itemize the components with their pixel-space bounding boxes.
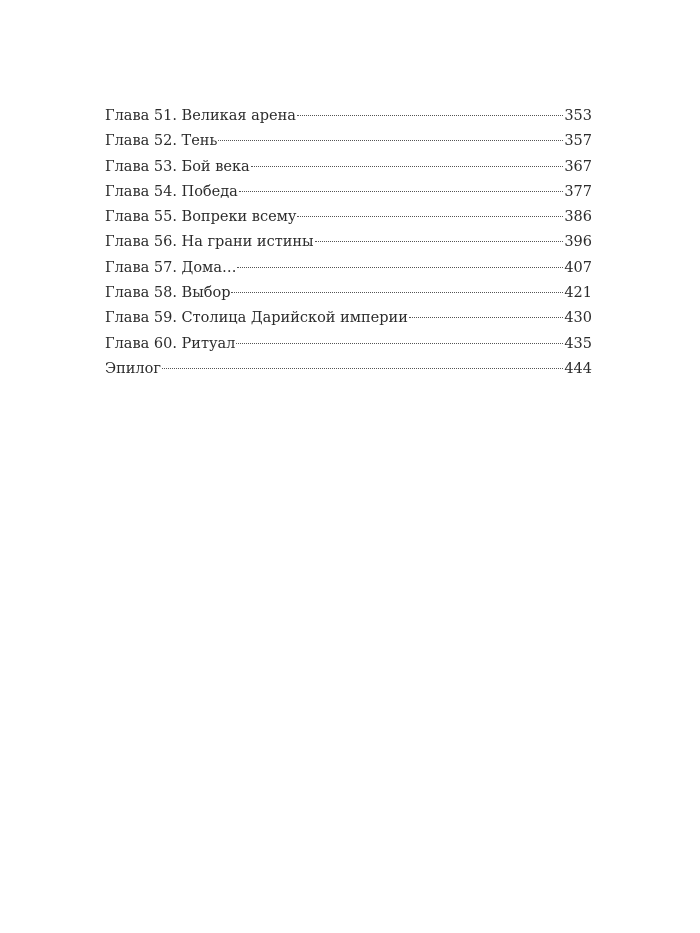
dot-leader (251, 166, 564, 167)
toc-entry-chapter-51 (105, 104, 592, 129)
toc-entry-title: Глава 58. Выбор (105, 285, 231, 302)
toc-entry-page: 396 (564, 234, 592, 251)
toc-entry-title: Глава 56. На грани истины (105, 234, 314, 251)
toc-entry-title: Глава 57. Дома… (105, 259, 237, 276)
dot-leader (237, 267, 563, 268)
toc-entry-title: Глава 60. Ритуал (105, 335, 236, 352)
toc-entry-title: Глава 51. Великая арена (105, 108, 296, 124)
dot-leader (409, 317, 563, 318)
toc-entry-title: Эпилог (105, 360, 161, 377)
toc-entry-chapter-60 (105, 332, 592, 357)
toc-entry-title: Глава 59. Столица Дарийской империи (105, 310, 408, 327)
toc-entry-chapter-53 (105, 155, 592, 180)
dot-leader (239, 191, 564, 192)
toc-entry-chapter-58 (105, 281, 592, 306)
toc-entry-page: 444 (564, 360, 592, 377)
toc-entry-page: 377 (564, 183, 592, 200)
toc-entry-title: Глава 54. Победа (105, 183, 238, 200)
toc-entry-page: 357 (564, 133, 592, 150)
toc-entry-page: 407 (564, 259, 592, 276)
toc-entry-chapter-56 (105, 230, 592, 255)
dot-leader (315, 241, 564, 242)
dot-leader (231, 292, 563, 293)
dot-leader (297, 216, 563, 217)
toc-entry-page: 353 (564, 108, 592, 124)
toc-entry-chapter-52 (105, 129, 592, 154)
toc-entry-page: 386 (564, 209, 592, 226)
toc-entry-chapter-57 (105, 256, 592, 281)
toc-entry-title: Глава 52. Тень (105, 133, 218, 150)
toc-entry-chapter-59 (105, 306, 592, 331)
toc-entry-title: Глава 55. Вопреки всему (105, 209, 297, 226)
dot-leader (162, 368, 563, 369)
dot-leader (297, 115, 563, 116)
toc-entry-page: 421 (564, 285, 592, 302)
toc-entry-epilogue (105, 357, 592, 382)
toc-entry-page: 367 (564, 158, 592, 175)
toc-entry-chapter-54 (105, 180, 592, 205)
dot-leader (218, 140, 563, 141)
toc-entry-title: Глава 53. Бой века (105, 158, 250, 175)
table-of-contents (105, 104, 592, 382)
toc-entry-page: 430 (564, 310, 592, 327)
toc-entry-page: 435 (564, 335, 592, 352)
dot-leader (236, 343, 563, 344)
toc-entry-chapter-55 (105, 205, 592, 230)
